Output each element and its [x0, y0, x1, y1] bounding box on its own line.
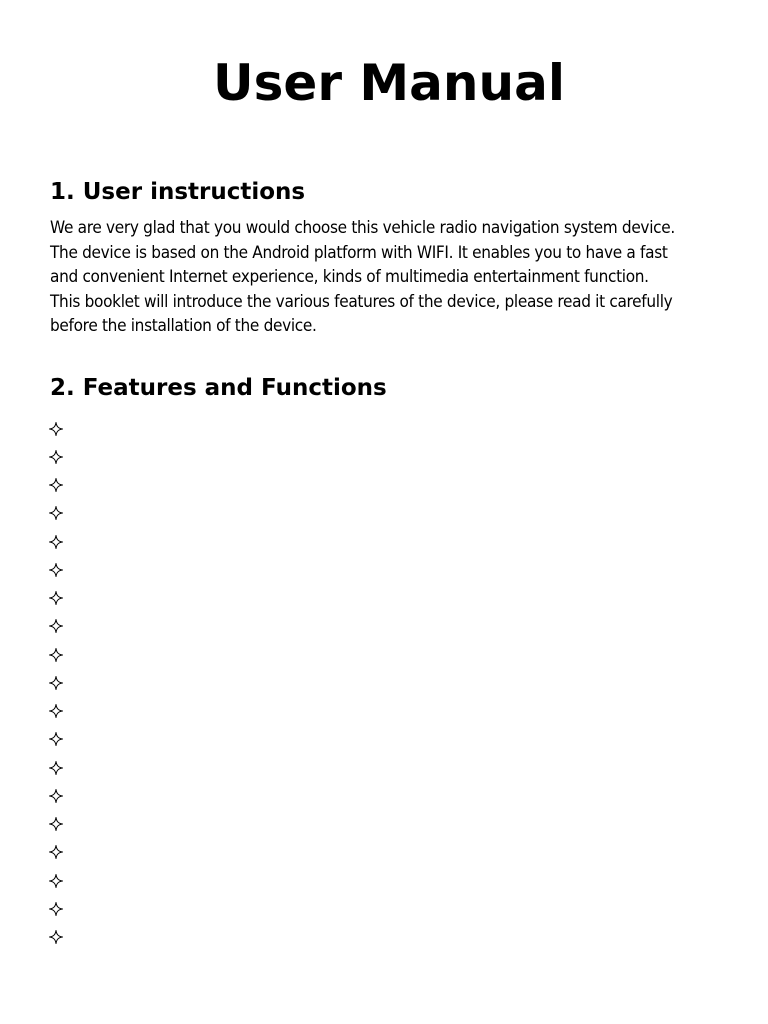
feature-list-item	[48, 810, 64, 838]
four-point-star-outline-icon	[48, 788, 64, 804]
feature-list-item	[48, 555, 64, 583]
feature-list-item	[48, 753, 64, 781]
feature-list-item	[48, 442, 64, 470]
section-heading-features-and-functions: 2. Features and Functions	[50, 375, 387, 401]
four-point-star-outline-icon	[48, 421, 64, 437]
feature-list-item	[48, 866, 64, 894]
paragraph-line: This booklet will introduce the various features of the device, please read it carefully	[50, 291, 673, 311]
four-point-star-outline-icon	[48, 675, 64, 691]
feature-list-item	[48, 838, 64, 866]
section-heading-user-instructions: 1. User instructions	[50, 179, 306, 205]
four-point-star-outline-icon	[48, 618, 64, 634]
feature-list-item	[48, 414, 64, 442]
four-point-star-outline-icon	[48, 534, 64, 550]
feature-list-item	[48, 640, 64, 668]
four-point-star-outline-icon	[48, 703, 64, 719]
feature-list-item	[48, 781, 64, 809]
feature-list-item	[48, 697, 64, 725]
feature-list-item	[48, 725, 64, 753]
four-point-star-outline-icon	[48, 760, 64, 776]
four-point-star-outline-icon	[48, 816, 64, 832]
feature-list-item	[48, 894, 64, 922]
page-title: User Manual	[213, 54, 565, 112]
four-point-star-outline-icon	[48, 449, 64, 465]
four-point-star-outline-icon	[48, 590, 64, 606]
feature-list-item	[48, 923, 64, 951]
feature-list-item	[48, 612, 64, 640]
paragraph-line: The device is based on the Android platform with WIFI. It enables you to have a fast	[50, 242, 668, 262]
feature-list-item	[48, 668, 64, 696]
feature-list-item	[48, 527, 64, 555]
four-point-star-outline-icon	[48, 873, 64, 889]
four-point-star-outline-icon	[48, 901, 64, 917]
feature-list-item	[48, 499, 64, 527]
user-instructions-paragraph	[50, 216, 701, 339]
four-point-star-outline-icon	[48, 731, 64, 747]
paragraph-line: before the installation of the device.	[50, 316, 317, 335]
four-point-star-outline-icon	[48, 844, 64, 860]
paragraph-line: We are very glad that you would choose this vehicle radio navigation system device.	[50, 218, 675, 237]
four-point-star-outline-icon	[48, 562, 64, 578]
four-point-star-outline-icon	[48, 505, 64, 521]
four-point-star-outline-icon	[48, 647, 64, 663]
four-point-star-outline-icon	[48, 477, 64, 493]
feature-list-item	[48, 471, 64, 499]
paragraph-line: and convenient Internet experience, kinds of multimedia entertainment function.	[50, 267, 649, 286]
feature-list-item	[48, 584, 64, 612]
four-point-star-outline-icon	[48, 929, 64, 945]
features-bullet-list	[48, 414, 64, 951]
